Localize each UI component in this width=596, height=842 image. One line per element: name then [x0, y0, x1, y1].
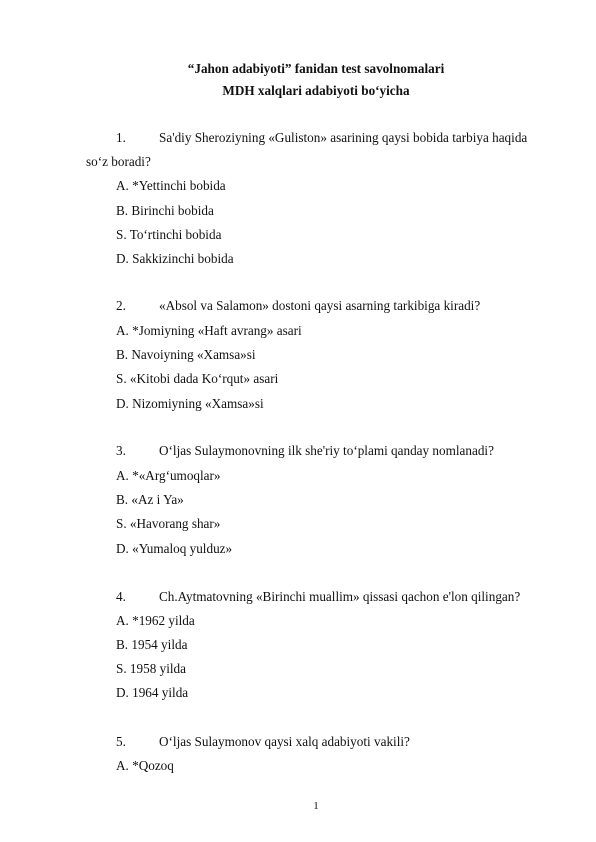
- answer-option: D. 1964 yilda: [116, 685, 189, 700]
- question-number: 1.: [116, 130, 126, 145]
- question-number: 2.: [116, 298, 126, 313]
- answer-option: A. *1962 yilda: [116, 613, 195, 628]
- question-text: O‘ljas Sulaymonov qaysi xalq adabiyoti vakili?: [159, 734, 410, 749]
- question-number: 3.: [116, 443, 126, 458]
- answer-option: S. To‘rtinchi bobida: [116, 227, 222, 242]
- answer-option: S. «Havorang shar»: [116, 516, 221, 531]
- question-text-continuation: so‘z boradi?: [86, 154, 151, 169]
- answer-option: A. *Qozoq: [116, 758, 174, 773]
- answer-option: B. Birinchi bobida: [116, 203, 214, 218]
- answer-option: B. Navoiyning «Xamsa»si: [116, 347, 256, 362]
- question-4: [116, 589, 520, 605]
- question-number: 4.: [116, 589, 126, 604]
- question-text: Sa'diy Sheroziyning «Guliston» asarining qaysi bobida tarbiya haqida: [159, 130, 528, 145]
- question-3: [116, 443, 494, 459]
- answer-option: D. Sakkizinchi bobida: [116, 251, 234, 266]
- answer-option: D. «Yumaloq yulduz»: [116, 541, 233, 556]
- answer-option: A. *Jomiyning «Haft avrang» asari: [116, 323, 302, 338]
- answer-option: A. *Yettinchi bobida: [116, 178, 226, 193]
- question-text: «Absol va Salamon» dostoni qaysi asarning tarkibiga kiradi?: [159, 298, 481, 313]
- page-number: 1: [313, 800, 319, 812]
- question-2: [116, 298, 480, 314]
- document-title: “Jahon adabiyoti” fanidan test savolnomalari: [187, 61, 445, 76]
- answer-option: S. «Kitobi dada Ko‘rqut» asari: [116, 371, 279, 386]
- answer-option: S. 1958 yilda: [116, 661, 186, 676]
- question-1: [116, 130, 527, 146]
- question-number: 5.: [116, 734, 126, 749]
- question-text: O‘ljas Sulaymonovning ilk she'riy to‘plami qanday nomlanadi?: [159, 443, 494, 458]
- answer-option: B. «Az i Ya»: [116, 492, 184, 507]
- answer-option: B. 1954 yilda: [116, 637, 188, 652]
- answer-option: D. Nizomiyning «Xamsa»si: [116, 396, 264, 411]
- document-subtitle: MDH xalqlari adabiyoti bo‘yicha: [222, 83, 410, 98]
- answer-option: A. *«Arg‘umoqlar»: [116, 468, 221, 483]
- question-5: [116, 734, 410, 750]
- question-text: Ch.Aytmatovning «Birinchi muallim» qissasi qachon e'lon qilingan?: [159, 589, 521, 604]
